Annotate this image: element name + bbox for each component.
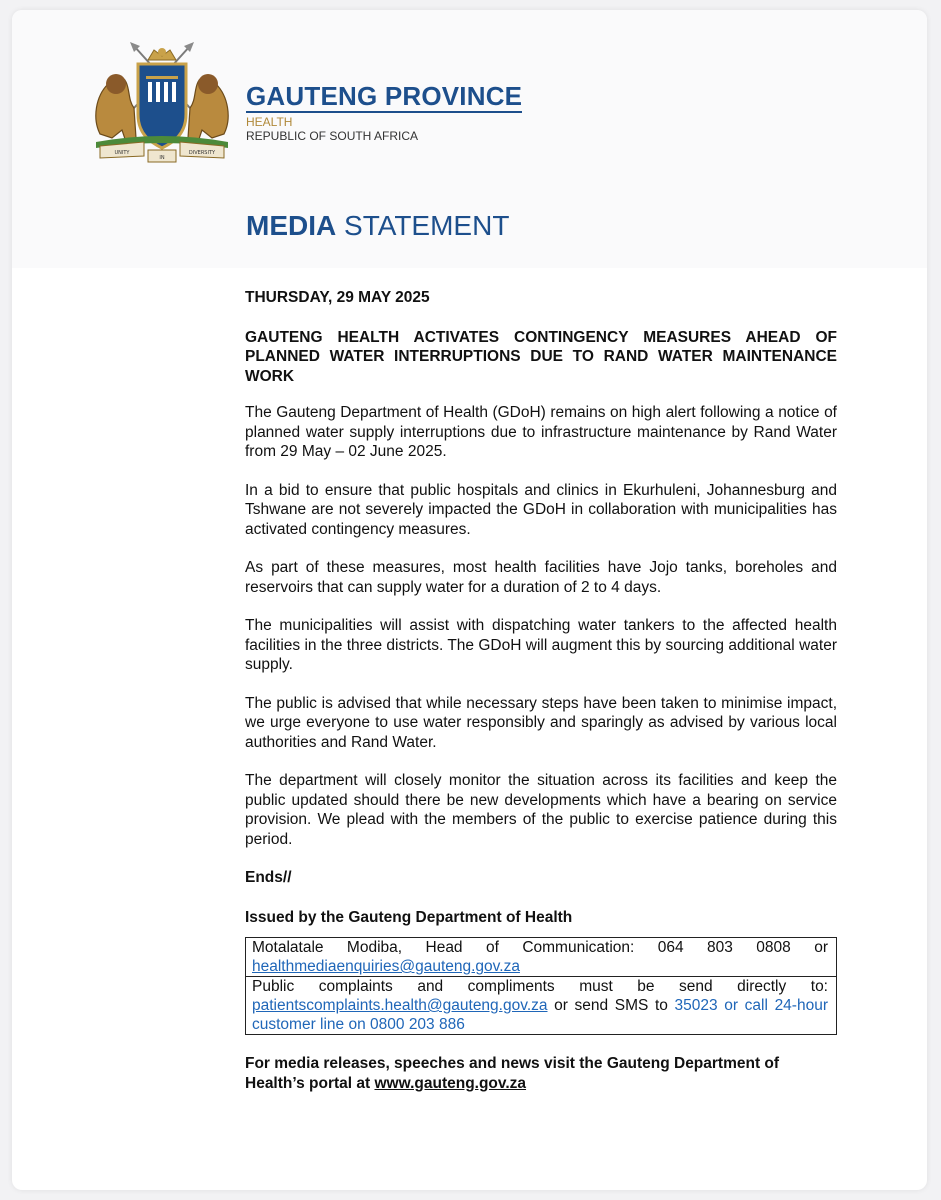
complaints-sms-text: or send SMS to (547, 997, 675, 1014)
complaints-email-link[interactable]: patientscomplaints.health@gauteng.gov.za (252, 997, 548, 1014)
coat-of-arms-logo (82, 38, 242, 166)
footer-note (245, 1054, 837, 1093)
statement-headline: GAUTENG HEALTH ACTIVATES CONTINGENCY MEASURES AHEAD OF PLANNED WATER INTERRUPTIONS DUE TO RAND WATER MAINTENANCE WORK (245, 328, 837, 385)
complaints-hotline: 35023 or call 24-hour customer line on 0800 203 886 (252, 997, 828, 1033)
contact-row-media (246, 938, 837, 977)
issued-by: Issued by the Gauteng Department of Health (245, 908, 573, 926)
statement-body (245, 288, 837, 1109)
paragraph: As part of these measures, most health facilities have Jojo tanks, boreholes and reservoirs that can supply water for a duration of 2 to 4 days. (245, 559, 837, 596)
contact-row-complaints (246, 977, 837, 1035)
org-country: REPUBLIC OF SOUTH AFRICA (246, 129, 419, 143)
paragraph: The Gauteng Department of Health (GDoH) remains on high alert following a notice of planned water supply interruptions due to infrastructure maintenance by Rand Water from 29 May – 02 June 2025. (245, 404, 837, 460)
contacts-table (245, 937, 837, 1035)
media-statement-title (246, 210, 509, 242)
document-page (12, 10, 927, 1190)
complaints-text: Public complaints and compliments must be send directly to: (252, 978, 828, 995)
org-title: GAUTENG PROVINCE (246, 81, 523, 111)
statement-date: THURSDAY, 29 MAY 2025 (245, 289, 430, 306)
crest-motto-right: DIVERSITY (188, 150, 216, 156)
crest-motto-left: UNITY (114, 150, 130, 156)
contact-cell-complaints (246, 977, 837, 1035)
paragraph: The municipalities will assist with dispatching water tankers to the affected health facilities in the three districts. The GDoH will augment this by sourcing additional water supply. (245, 617, 837, 673)
organization-block (246, 82, 522, 144)
contact-cell-media (246, 938, 837, 977)
footer-text: For media releases, speeches and news visit the Gauteng Department of Health’s portal at (245, 1055, 780, 1092)
paragraph: In a bid to ensure that public hospitals and clinics in Ekurhuleni, Johannesburg and Tshwane are not severely impacted the GDoH in collaboration with municipalities has activated contingency measures. (245, 481, 837, 538)
media-email-link[interactable]: healthmediaenquiries@gauteng.gov.za (252, 958, 520, 975)
paragraph: The department will closely monitor the situation across its facilities and keep the public updated should there be new developments which have a bearing on service provision. We plead with the members of the public to exercise patience during this period. (245, 772, 837, 848)
paragraph: The public is advised that while necessary steps have been taken to minimise impact, we urge everyone to use water responsibly and sparingly as advised by various local authorities and Rand Water. (245, 694, 837, 751)
media-contact-text: Motalatale Modiba, Head of Communication: 064 803 0808 or (252, 939, 828, 956)
media-title-light: STATEMENT (344, 210, 510, 241)
media-title-bold: MEDIA (246, 210, 337, 241)
org-department: HEALTH (246, 115, 293, 129)
portal-link[interactable]: www.gauteng.gov.za (374, 1074, 527, 1092)
ends-marker: Ends// (245, 869, 292, 886)
crest-motto-center: IN (159, 155, 165, 161)
